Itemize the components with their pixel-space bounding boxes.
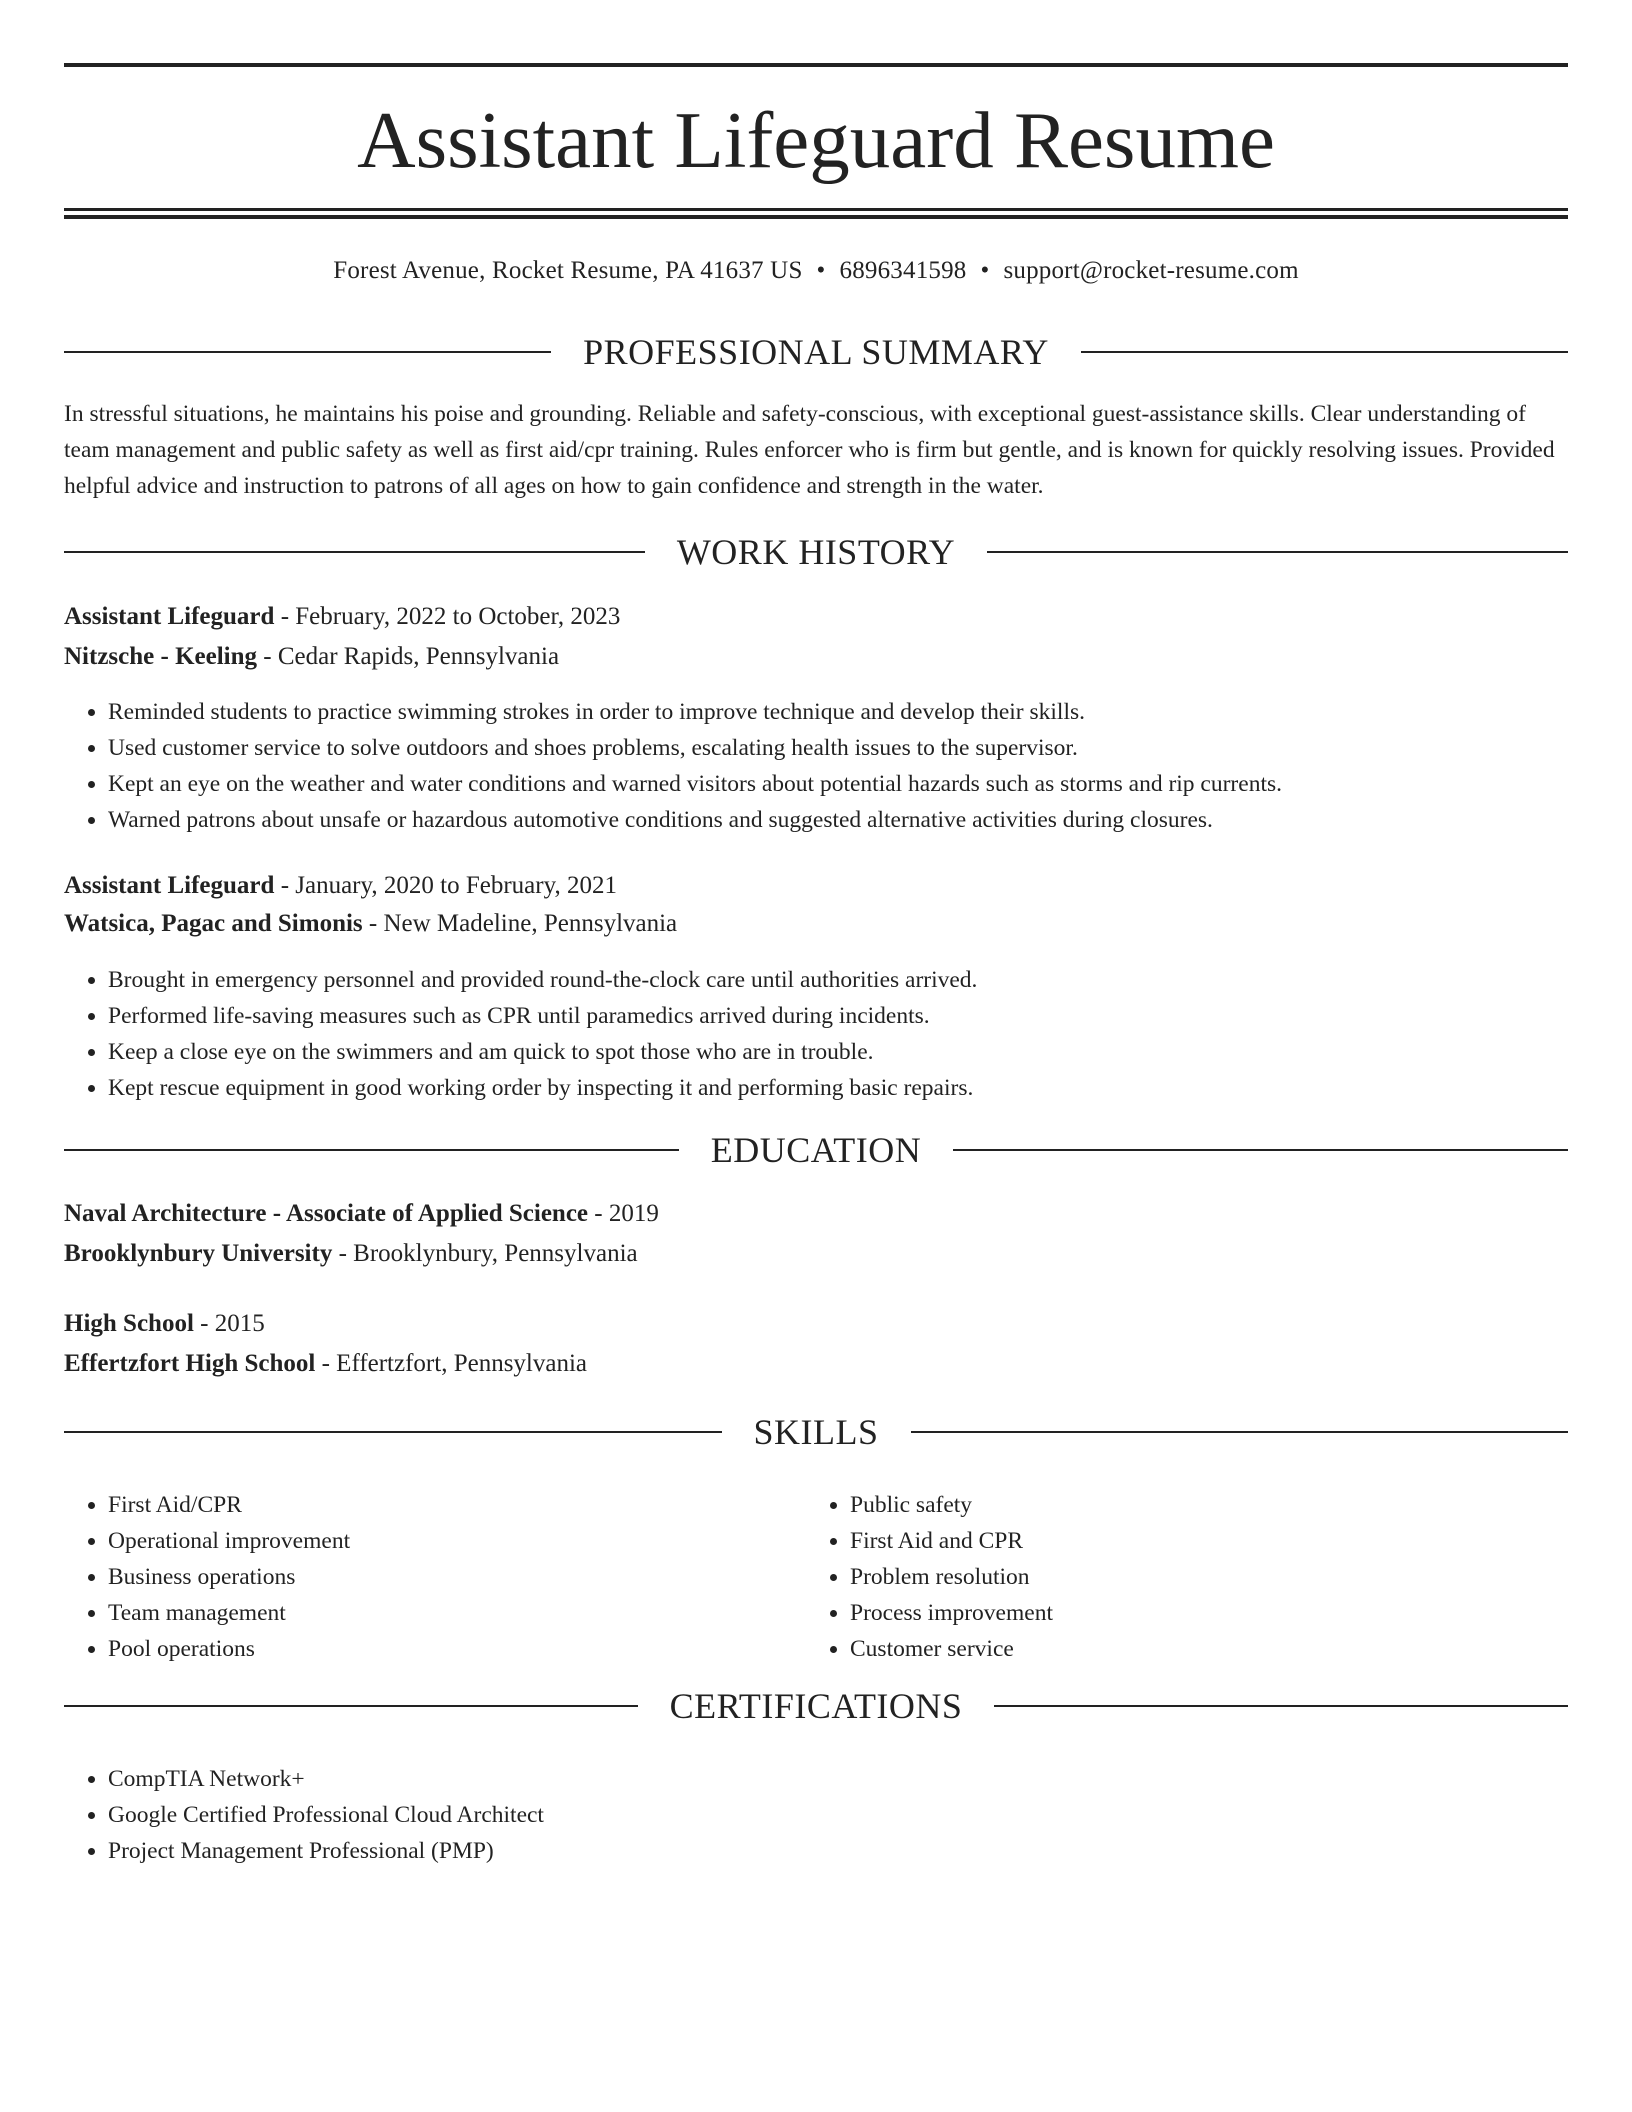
list-item: • Customer service bbox=[850, 1631, 1053, 1667]
education-location: - Effertzfort, Pennsylvania bbox=[315, 1350, 588, 1377]
list-item: • First Aid/CPR bbox=[108, 1487, 350, 1523]
list-item: • Team management bbox=[108, 1595, 350, 1631]
job-company: Nitzsche - Keeling bbox=[64, 643, 258, 670]
skills-list-right bbox=[806, 1487, 1053, 1667]
list-item: • Kept rescue equipment in good working order by inspecting it and performing basic repairs. bbox=[108, 1070, 977, 1106]
header-rule bbox=[994, 1705, 1568, 1707]
job-dates: - January, 2020 to February, 2021 bbox=[274, 872, 617, 899]
header-rule bbox=[64, 1149, 679, 1151]
education-year: - 2015 bbox=[193, 1310, 265, 1337]
job-title-line bbox=[64, 869, 1568, 903]
skills-list-left bbox=[64, 1487, 350, 1667]
section-title: CERTIFICATIONS bbox=[669, 1686, 963, 1726]
education-school: Effertzfort High School bbox=[64, 1350, 316, 1377]
header-rule bbox=[64, 1705, 638, 1707]
list-item: • Keep a close eye on the swimmers and am quick to spot those who are in trouble. bbox=[108, 1034, 977, 1070]
job-company-line bbox=[64, 907, 1568, 941]
section-header-summary bbox=[64, 330, 1568, 374]
contact-separator: • bbox=[980, 257, 990, 284]
job-dates: - February, 2022 to October, 2023 bbox=[274, 603, 621, 630]
job-title-line bbox=[64, 600, 1568, 634]
header-rule bbox=[911, 1431, 1569, 1433]
list-item: • Google Certified Professional Cloud Architect bbox=[108, 1797, 544, 1833]
contact-address: Forest Avenue, Rocket Resume, PA 41637 US bbox=[333, 257, 803, 284]
header-rule bbox=[987, 551, 1568, 553]
contact-phone: 6896341598 bbox=[839, 257, 967, 284]
job-title: Assistant Lifeguard bbox=[64, 603, 275, 630]
section-header-education bbox=[64, 1128, 1568, 1172]
job-bullets bbox=[64, 694, 1282, 838]
section-header-certifications bbox=[64, 1684, 1568, 1728]
resume-title: Assistant Lifeguard Resume bbox=[357, 95, 1275, 185]
job-title: Assistant Lifeguard bbox=[64, 872, 275, 899]
header-rule bbox=[953, 1149, 1568, 1151]
list-item: • Process improvement bbox=[850, 1595, 1053, 1631]
list-item: • Kept an eye on the weather and water conditions and warned visitors about potential hazards such as storms and rip currents. bbox=[108, 766, 1282, 802]
list-item: • Project Management Professional (PMP) bbox=[108, 1833, 544, 1869]
section-title: PROFESSIONAL SUMMARY bbox=[583, 332, 1049, 372]
header-rule bbox=[64, 551, 645, 553]
list-item: • Problem resolution bbox=[850, 1559, 1053, 1595]
education-degree-line bbox=[64, 1307, 1568, 1341]
list-item: • Pool operations bbox=[108, 1631, 350, 1667]
job-company: Watsica, Pagac and Simonis bbox=[64, 910, 363, 937]
header-rule bbox=[1081, 351, 1568, 353]
education-year: - 2019 bbox=[588, 1200, 659, 1227]
title-double-rule bbox=[64, 208, 1568, 220]
education-school-line bbox=[64, 1237, 1568, 1271]
education-degree: Naval Architecture - Associate of Applied Science bbox=[64, 1200, 589, 1227]
list-item: • Operational improvement bbox=[108, 1523, 350, 1559]
education-school: Brooklynbury University bbox=[64, 1240, 333, 1267]
education-degree: High School bbox=[64, 1310, 194, 1337]
education-location: - Brooklynbury, Pennsylvania bbox=[332, 1240, 638, 1267]
contact-separator: • bbox=[816, 257, 826, 284]
list-item: • Public safety bbox=[850, 1487, 1053, 1523]
education-school-line bbox=[64, 1347, 1568, 1381]
list-item: • Reminded students to practice swimming strokes in order to improve technique and develop their skills. bbox=[108, 694, 1282, 730]
job-company-line bbox=[64, 640, 1568, 674]
job-location: - New Madeline, Pennsylvania bbox=[362, 910, 678, 937]
section-title: SKILLS bbox=[753, 1412, 879, 1452]
section-header-skills bbox=[64, 1410, 1568, 1454]
list-item: • First Aid and CPR bbox=[850, 1523, 1053, 1559]
list-item: • Used customer service to solve outdoors and shoes problems, escalating health issues to the supervisor. bbox=[108, 730, 1282, 766]
section-title: WORK HISTORY bbox=[676, 532, 956, 572]
summary-text: In stressful situations, he maintains his poise and grounding. Reliable and safety-conscious, with exceptional guest-assistance skills. Clear understanding of team management and public safety as well as first aid/cpr training. Rules enforcer who is firm but gentle, and is known for quickly resolving issues. Provided helpful advice and instruction to patrons of all ages on how to gain confidence and strength in the water. bbox=[64, 401, 1555, 499]
contact-line bbox=[64, 254, 1568, 288]
header-rule bbox=[64, 1431, 722, 1433]
list-item: • Warned patrons about unsafe or hazardous automotive conditions and suggested alternative activities during closures. bbox=[108, 802, 1282, 838]
contact-email: support@rocket-resume.com bbox=[1003, 257, 1299, 284]
certifications-list bbox=[64, 1761, 544, 1869]
header-rule bbox=[64, 351, 551, 353]
job-location: - Cedar Rapids, Pennsylvania bbox=[257, 643, 560, 670]
job-bullets bbox=[64, 962, 977, 1106]
section-header-work bbox=[64, 530, 1568, 574]
top-rule bbox=[64, 63, 1568, 67]
list-item: • CompTIA Network+ bbox=[108, 1761, 544, 1797]
list-item: • Business operations bbox=[108, 1559, 350, 1595]
education-degree-line bbox=[64, 1197, 1568, 1231]
list-item: • Performed life-saving measures such as CPR until paramedics arrived during incidents. bbox=[108, 998, 977, 1034]
list-item: • Brought in emergency personnel and provided round-the-clock care until authorities arrived. bbox=[108, 962, 977, 998]
section-title: EDUCATION bbox=[710, 1130, 922, 1170]
